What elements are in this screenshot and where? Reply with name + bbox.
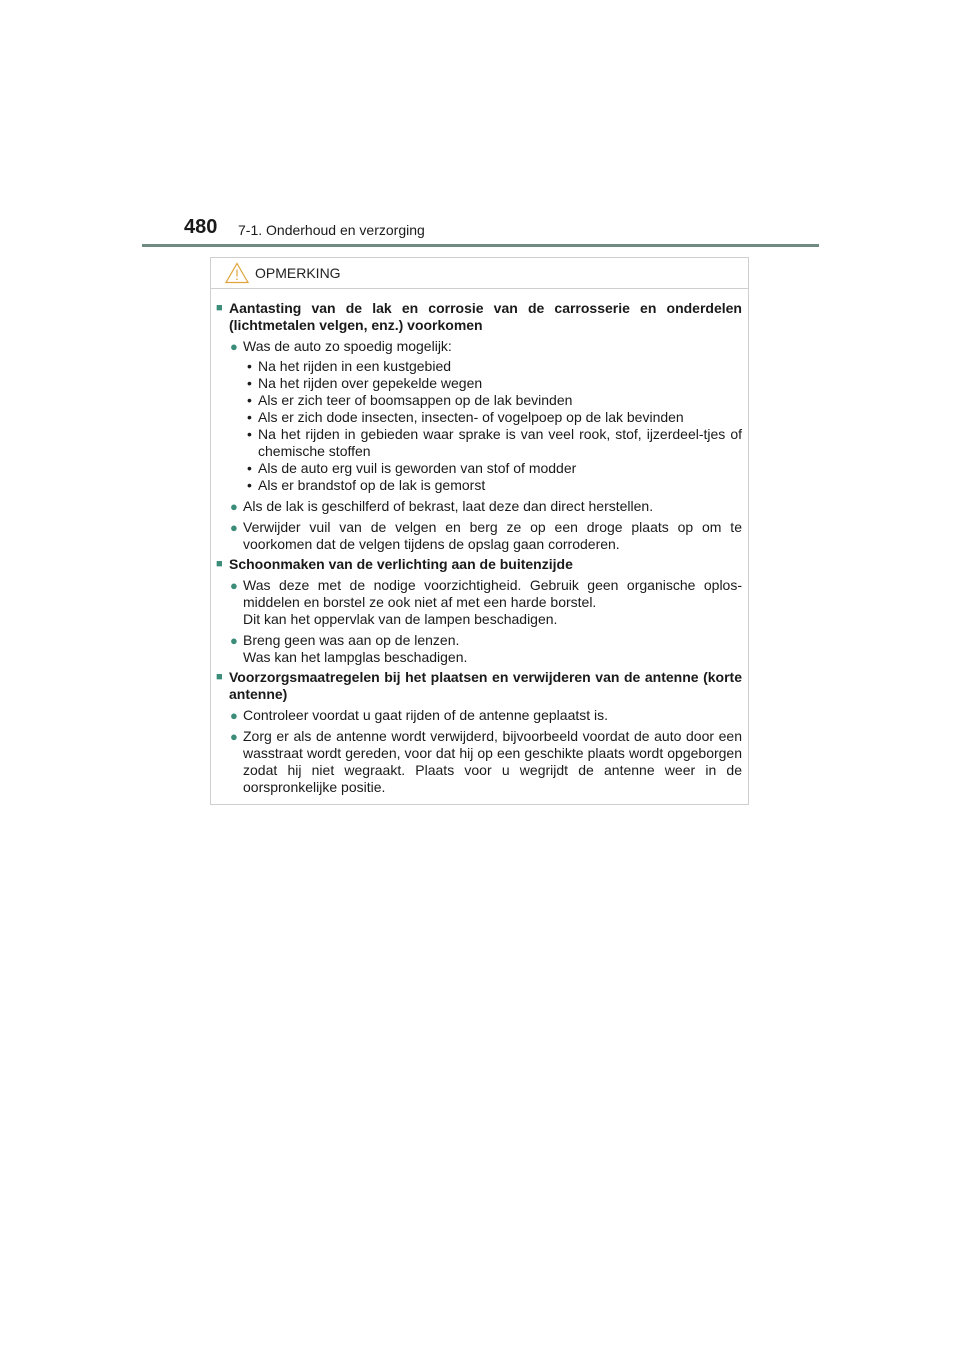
circle-bullet-icon: ● bbox=[230, 339, 238, 354]
list-item bbox=[230, 498, 742, 515]
page-number: 480 bbox=[184, 216, 218, 238]
section-heading bbox=[216, 669, 742, 703]
list-item-text: Was deze met de nodige voorzichtigheid. Gebruik geen organische oplos-middelen en borstel ze ook niet af met een harde borstel. Dit kan het oppervlak van de lampen beschadigen. bbox=[243, 577, 742, 627]
circle-bullet-icon: ● bbox=[230, 578, 238, 593]
header-divider bbox=[142, 244, 819, 247]
circle-bullet-icon: ● bbox=[230, 633, 238, 648]
list-item bbox=[230, 728, 742, 796]
section-heading-text: Schoonmaken van de verlichting aan de buitenzijde bbox=[229, 556, 573, 572]
chapter-title: 7-1. Onderhoud en verzorging bbox=[238, 222, 425, 238]
warning-triangle-icon bbox=[225, 262, 249, 284]
circle-bullet-icon: ● bbox=[230, 729, 238, 744]
list-item-text: Zorg er als de antenne wordt verwijderd, bijvoorbeeld voordat de auto door een wasstraat wordt gereden, voor dat hij op een geschikte plaats wordt opgeborgen zodat hij niet wegraakt. Plaats voor u wegrijdt de antenne weer in de oorspronkelijke positie. bbox=[243, 728, 742, 795]
list-item-text: Als de lak is geschilferd of bekrast, laat deze dan direct herstellen. bbox=[243, 498, 654, 514]
list-item-text: Verwijder vuil van de velgen en berg ze op een droge plaats op om te voorkomen dat de velgen tijdens de opslag gaan corroderen. bbox=[243, 519, 742, 552]
sub-list-item: • Als er zich teer of boomsappen op de lak bevinden bbox=[247, 392, 573, 408]
section-heading-text: Voorzorgsmaatregelen bij het plaatsen en verwijderen van de antenne (korte antenne) bbox=[229, 669, 742, 702]
list-item-text: Controleer voordat u gaat rijden of de antenne geplaatst is. bbox=[243, 707, 609, 723]
square-bullet-icon: ■ bbox=[216, 558, 223, 570]
list-item bbox=[230, 338, 742, 355]
list-item bbox=[230, 577, 742, 628]
sub-list-item: • Na het rijden in een kustgebied bbox=[247, 358, 452, 374]
section-heading-text: Aantasting van de lak en corrosie van de carrosserie en onderdelen (lichtmetalen velgen, enz.) voorkomen bbox=[229, 300, 742, 333]
sub-list-item: • Als er zich dode insecten, insecten- of vogelpoep op de lak bevinden bbox=[247, 409, 684, 425]
sub-list bbox=[216, 358, 742, 494]
sub-list-item: • Na het rijden over gepekelde wegen bbox=[247, 375, 483, 391]
section-heading bbox=[216, 556, 742, 573]
list-item bbox=[230, 632, 742, 666]
sub-list-item: • Na het rijden in gebieden waar sprake is van veel rook, stof, ijzerdeel-tjes of chemische stoffen bbox=[247, 426, 742, 459]
page-header bbox=[184, 215, 824, 245]
notice-title: OPMERKING bbox=[255, 265, 341, 281]
sub-list-item: • Als er brandstof op de lak is gemorst bbox=[247, 477, 486, 493]
circle-bullet-icon: ● bbox=[230, 520, 238, 535]
notice-box bbox=[210, 257, 749, 805]
list-item-text: Was de auto zo spoedig mogelijk: bbox=[243, 338, 452, 354]
square-bullet-icon: ■ bbox=[216, 671, 223, 683]
notice-body bbox=[211, 289, 748, 796]
circle-bullet-icon: ● bbox=[230, 708, 238, 723]
list-item-text: Breng geen was aan op de lenzen. Was kan het lampglas beschadigen. bbox=[243, 632, 468, 665]
list-item bbox=[230, 519, 742, 553]
square-bullet-icon: ■ bbox=[216, 302, 223, 314]
list-item bbox=[230, 707, 742, 724]
circle-bullet-icon: ● bbox=[230, 499, 238, 514]
sub-list-item: • Als de auto erg vuil is geworden van stof of modder bbox=[247, 460, 577, 476]
notice-header bbox=[211, 258, 748, 289]
section-heading bbox=[216, 300, 742, 334]
